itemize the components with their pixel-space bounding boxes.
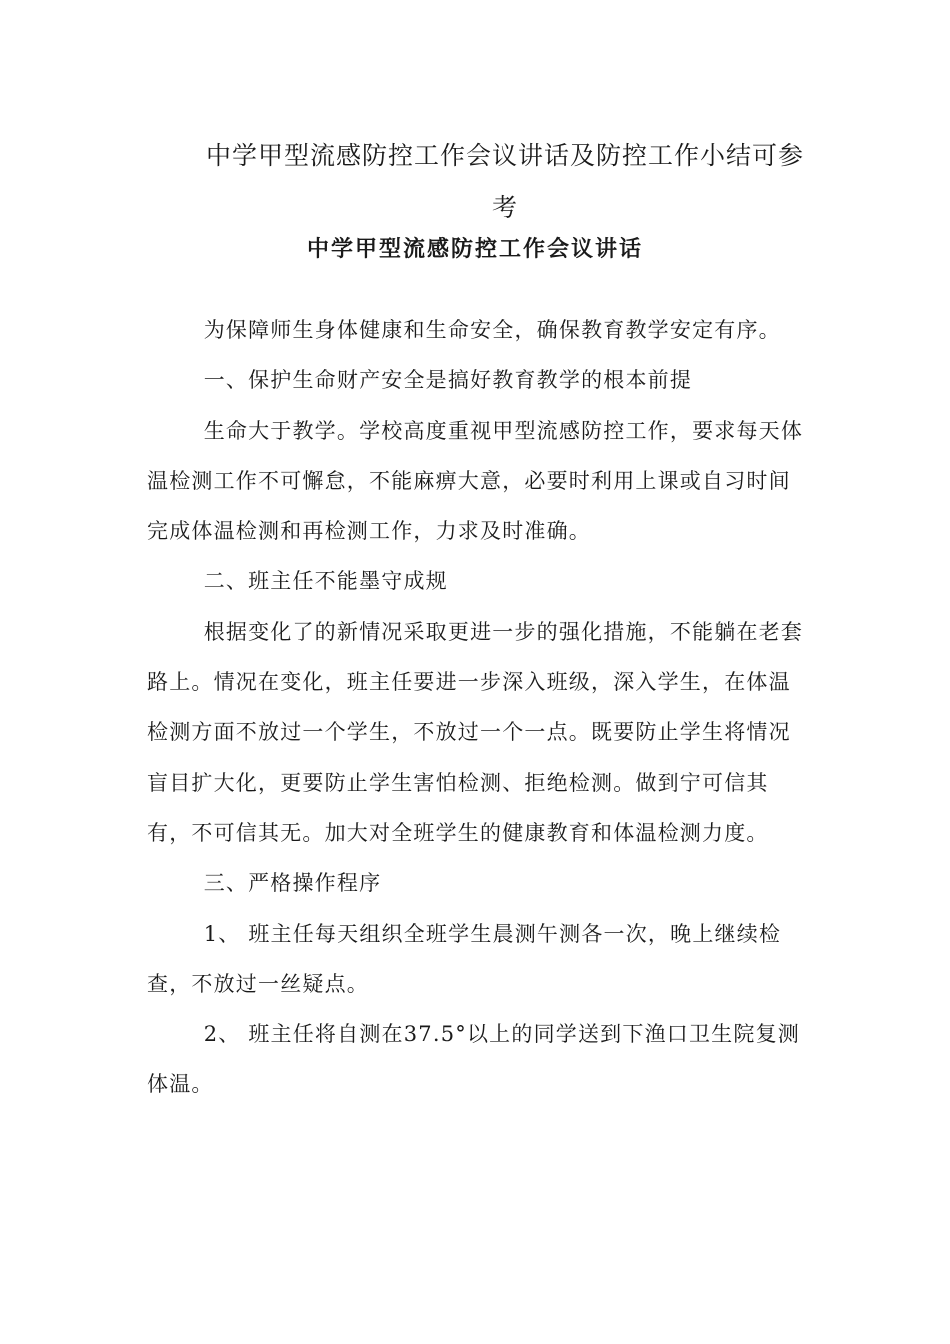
document-subtitle: 中学甲型流感防控工作会议讲话 bbox=[306, 237, 643, 262]
section-heading-2: 二、班主任不能墨守成规 bbox=[203, 569, 448, 594]
section-heading-1: 一、保护生命财产安全是搞好教育教学的根本前提 bbox=[203, 368, 693, 393]
list-item-2: 2、 班主任将自测在37.5°以上的同学送到下渔口卫生院复测体温。 bbox=[147, 1022, 800, 1097]
paragraph-section-1: 生命大于教学。学校高度重视甲型流感防控工作，要求每天体温检测工作不可懈怠，不能麻痹大意，必要时利用上课或自习时间完成体温检测和再检测工作，力求及时准确。 bbox=[147, 418, 804, 544]
section-heading-3: 三、严格操作程序 bbox=[203, 871, 382, 896]
document-body bbox=[147, 305, 812, 1110]
list-item-1: 1、 班主任每天组织全班学生晨测午测各一次，晚上继续检查，不放过一丝疑点。 bbox=[147, 921, 782, 996]
document-title: 中学甲型流感防控工作会议讲话及防控工作小结可参考 bbox=[205, 141, 804, 222]
paragraph-section-2: 根据变化了的新情况采取更进一步的强化措施，不能躺在老套路上。情况在变化，班主任要进一步深入班级，深入学生，在体温检测方面不放过一个学生，不放过一个一点。既要防止学生将情况盲目扩大化，更要防止学生害怕检测、拒绝检测。做到宁可信其有，不可信其无。加大对全班学生的健康教育和体温检测力度。 bbox=[147, 619, 804, 845]
paragraph-intro: 为保障师生身体健康和生命安全，确保教育教学安定有序。 bbox=[203, 318, 781, 342]
